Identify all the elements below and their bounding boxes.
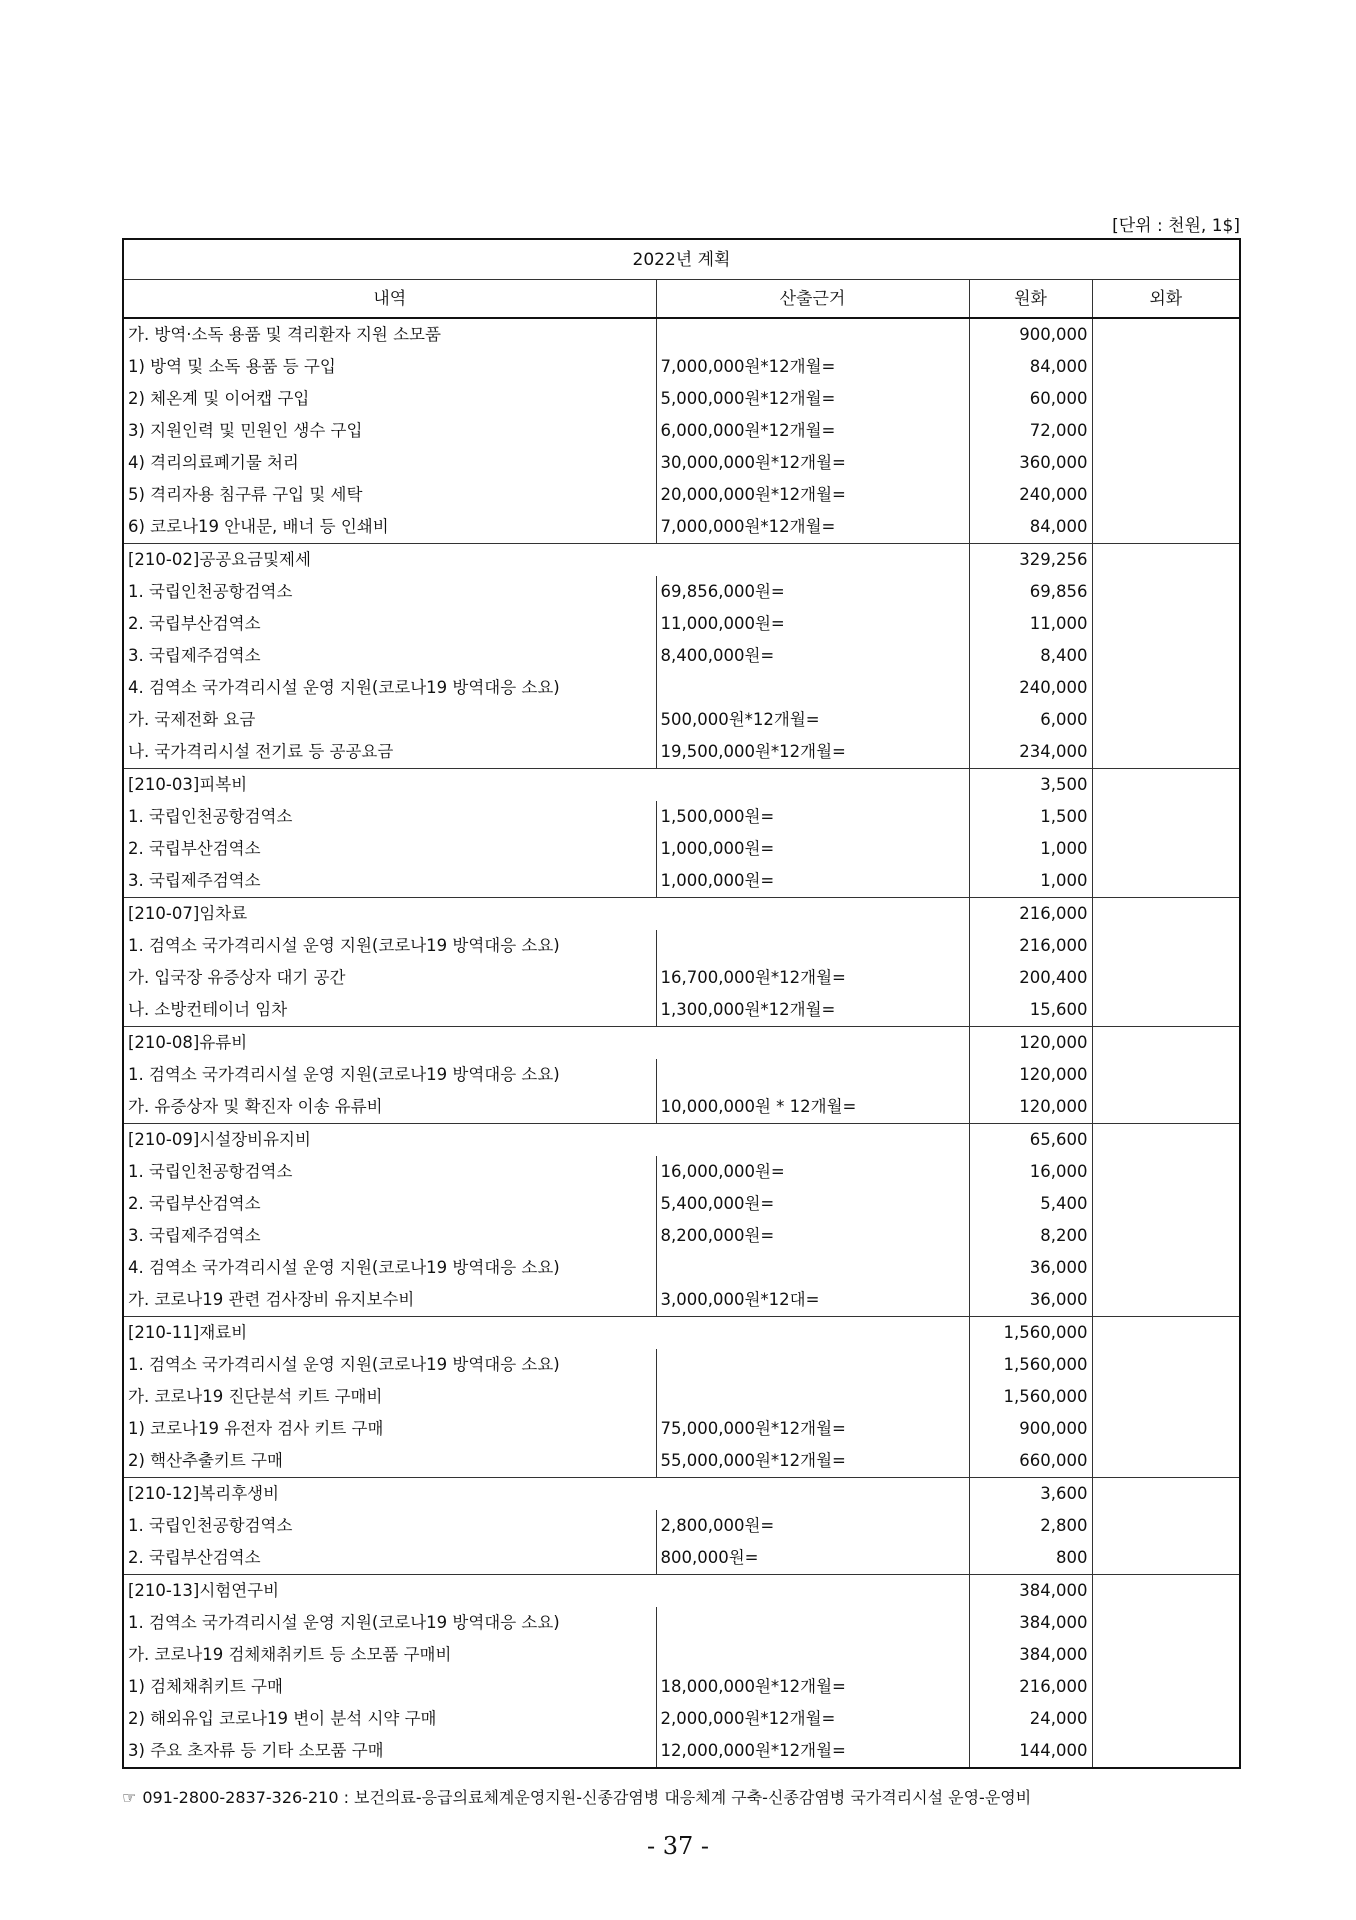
krw-amount: 2,800 — [969, 1510, 1092, 1542]
krw-amount: 8,200 — [969, 1220, 1092, 1252]
krw-amount: 5,400 — [969, 1188, 1092, 1220]
item-description: 2) 해외유입 코로나19 변이 분석 시약 구매 — [123, 1703, 656, 1735]
item-description: 1. 검역소 국가격리시설 운영 지원(코로나19 방역대응 소요) — [123, 1349, 656, 1381]
section-label: [210-09]시설장비유지비 — [123, 1124, 969, 1157]
foreign-amount — [1092, 1575, 1240, 1608]
item-description: 6) 코로나19 안내문, 배너 등 인쇄비 — [123, 511, 656, 544]
foreign-amount — [1092, 1220, 1240, 1252]
foreign-amount — [1092, 1156, 1240, 1188]
krw-amount: 16,000 — [969, 1156, 1092, 1188]
footnote — [122, 1785, 1031, 1808]
foreign-amount — [1092, 704, 1240, 736]
item-description: 3) 지원인력 및 민원인 생수 구입 — [123, 415, 656, 447]
item-description: 1. 국립인천공항검역소 — [123, 801, 656, 833]
foreign-amount — [1092, 1510, 1240, 1542]
item-description: 4. 검역소 국가격리시설 운영 지원(코로나19 방역대응 소요) — [123, 1252, 656, 1284]
item-description: 1. 국립인천공항검역소 — [123, 1510, 656, 1542]
table-row — [123, 1381, 1240, 1413]
foreign-amount — [1092, 1478, 1240, 1511]
calculation-basis: 11,000,000원= — [656, 608, 969, 640]
foreign-amount — [1092, 672, 1240, 704]
krw-amount: 1,560,000 — [969, 1349, 1092, 1381]
krw-amount: 660,000 — [969, 1445, 1092, 1478]
calculation-basis: 5,400,000원= — [656, 1188, 969, 1220]
item-description: 1. 국립인천공항검역소 — [123, 1156, 656, 1188]
krw-amount: 120,000 — [969, 1059, 1092, 1091]
header-description: 내역 — [123, 280, 656, 319]
krw-amount: 900,000 — [969, 318, 1092, 351]
table-row — [123, 1671, 1240, 1703]
section-label: [210-03]피복비 — [123, 769, 969, 802]
krw-amount: 1,560,000 — [969, 1381, 1092, 1413]
calculation-basis — [656, 1381, 969, 1413]
foreign-amount — [1092, 1639, 1240, 1671]
foreign-amount — [1092, 1542, 1240, 1575]
foreign-amount — [1092, 801, 1240, 833]
table-row — [123, 511, 1240, 544]
calculation-basis: 2,800,000원= — [656, 1510, 969, 1542]
foreign-amount — [1092, 1349, 1240, 1381]
foreign-amount — [1092, 479, 1240, 511]
section-row — [123, 1575, 1240, 1608]
foreign-amount — [1092, 1735, 1240, 1768]
table-row — [123, 962, 1240, 994]
krw-amount: 900,000 — [969, 1413, 1092, 1445]
item-description: 3. 국립제주검역소 — [123, 1220, 656, 1252]
krw-amount: 15,600 — [969, 994, 1092, 1027]
foreign-amount — [1092, 1317, 1240, 1350]
item-description: 4. 검역소 국가격리시설 운영 지원(코로나19 방역대응 소요) — [123, 672, 656, 704]
foreign-amount — [1092, 898, 1240, 931]
table-row — [123, 383, 1240, 415]
krw-amount: 120,000 — [969, 1091, 1092, 1124]
calculation-basis: 1,300,000원*12개월= — [656, 994, 969, 1027]
foreign-amount — [1092, 1284, 1240, 1317]
table-row — [123, 865, 1240, 898]
table-row — [123, 1059, 1240, 1091]
item-description: 가. 코로나19 진단분석 키트 구매비 — [123, 1381, 656, 1413]
plan-title: 2022년 계획 — [123, 239, 1240, 280]
calculation-basis — [656, 1349, 969, 1381]
item-description: 2. 국립부산검역소 — [123, 833, 656, 865]
foreign-amount — [1092, 1445, 1240, 1478]
item-description: 3) 주요 초자류 등 기타 소모품 구매 — [123, 1735, 656, 1768]
foreign-amount — [1092, 736, 1240, 769]
krw-amount: 24,000 — [969, 1703, 1092, 1735]
item-description: 1. 검역소 국가격리시설 운영 지원(코로나19 방역대응 소요) — [123, 930, 656, 962]
calculation-basis — [656, 672, 969, 704]
calculation-basis: 5,000,000원*12개월= — [656, 383, 969, 415]
foreign-amount — [1092, 962, 1240, 994]
section-row — [123, 1317, 1240, 1350]
foreign-amount — [1092, 1607, 1240, 1639]
table-row — [123, 1445, 1240, 1478]
item-description: 3. 국립제주검역소 — [123, 640, 656, 672]
item-description: 1. 국립인천공항검역소 — [123, 576, 656, 608]
item-description: 1) 코로나19 유전자 검사 키트 구매 — [123, 1413, 656, 1445]
header-foreign: 외화 — [1092, 280, 1240, 319]
krw-amount: 3,600 — [969, 1478, 1092, 1511]
foreign-amount — [1092, 1091, 1240, 1124]
foreign-amount — [1092, 865, 1240, 898]
calculation-basis: 8,200,000원= — [656, 1220, 969, 1252]
calculation-basis: 55,000,000원*12개월= — [656, 1445, 969, 1478]
calculation-basis: 7,000,000원*12개월= — [656, 351, 969, 383]
section-row — [123, 898, 1240, 931]
krw-amount: 360,000 — [969, 447, 1092, 479]
calculation-basis: 2,000,000원*12개월= — [656, 1703, 969, 1735]
table-row — [123, 1542, 1240, 1575]
calculation-basis: 75,000,000원*12개월= — [656, 1413, 969, 1445]
item-description: 1) 검체채취키트 구매 — [123, 1671, 656, 1703]
budget-table — [122, 238, 1241, 1769]
table-row — [123, 1156, 1240, 1188]
section-label: [210-07]임차료 — [123, 898, 969, 931]
table-row — [123, 1639, 1240, 1671]
krw-amount: 84,000 — [969, 351, 1092, 383]
krw-amount: 6,000 — [969, 704, 1092, 736]
krw-amount: 11,000 — [969, 608, 1092, 640]
item-description: 가. 유증상자 및 확진자 이송 유류비 — [123, 1091, 656, 1124]
foreign-amount — [1092, 930, 1240, 962]
krw-amount: 69,856 — [969, 576, 1092, 608]
table-row — [123, 1510, 1240, 1542]
foreign-amount — [1092, 511, 1240, 544]
footnote-text: 091-2800-2837-326-210 : 보건의료-응급의료체계운영지원-신종감염병 대응체계 구축-신종감염병 국가격리시설 운영-운영비 — [142, 1788, 1032, 1807]
foreign-amount — [1092, 318, 1240, 351]
krw-amount: 240,000 — [969, 672, 1092, 704]
krw-amount: 1,560,000 — [969, 1317, 1092, 1350]
item-description: 나. 소방컨테이너 임차 — [123, 994, 656, 1027]
krw-amount: 200,400 — [969, 962, 1092, 994]
foreign-amount — [1092, 383, 1240, 415]
section-label: [210-08]유류비 — [123, 1027, 969, 1060]
calculation-basis: 12,000,000원*12개월= — [656, 1735, 969, 1768]
table-row — [123, 318, 1240, 351]
foreign-amount — [1092, 415, 1240, 447]
calculation-basis — [656, 930, 969, 962]
item-description: 1. 검역소 국가격리시설 운영 지원(코로나19 방역대응 소요) — [123, 1059, 656, 1091]
table-row — [123, 1091, 1240, 1124]
calculation-basis — [656, 1639, 969, 1671]
calculation-basis: 16,000,000원= — [656, 1156, 969, 1188]
table-row — [123, 994, 1240, 1027]
krw-amount: 36,000 — [969, 1284, 1092, 1317]
section-label: [210-11]재료비 — [123, 1317, 969, 1350]
table-row — [123, 930, 1240, 962]
calculation-basis: 1,500,000원= — [656, 801, 969, 833]
krw-amount: 384,000 — [969, 1639, 1092, 1671]
foreign-amount — [1092, 544, 1240, 577]
foreign-amount — [1092, 351, 1240, 383]
section-row — [123, 769, 1240, 802]
calculation-basis: 800,000원= — [656, 1542, 969, 1575]
calculation-basis: 3,000,000원*12대= — [656, 1284, 969, 1317]
item-description: 2) 체온계 및 이어캡 구입 — [123, 383, 656, 415]
section-row — [123, 544, 1240, 577]
table-row — [123, 1220, 1240, 1252]
table-row — [123, 608, 1240, 640]
item-description: 2. 국립부산검역소 — [123, 1542, 656, 1575]
table-row — [123, 640, 1240, 672]
section-row — [123, 1478, 1240, 1511]
plan-title-row — [123, 239, 1240, 280]
header-krw: 원화 — [969, 280, 1092, 319]
table-row — [123, 1703, 1240, 1735]
calculation-basis — [656, 1252, 969, 1284]
table-row — [123, 1735, 1240, 1768]
table-row — [123, 736, 1240, 769]
krw-amount: 1,000 — [969, 865, 1092, 898]
krw-amount: 1,500 — [969, 801, 1092, 833]
item-description: 2. 국립부산검역소 — [123, 608, 656, 640]
krw-amount: 216,000 — [969, 930, 1092, 962]
section-label: [210-12]복리후생비 — [123, 1478, 969, 1511]
table-row — [123, 1252, 1240, 1284]
krw-amount: 329,256 — [969, 544, 1092, 577]
krw-amount: 84,000 — [969, 511, 1092, 544]
calculation-basis — [656, 1059, 969, 1091]
calculation-basis: 1,000,000원= — [656, 833, 969, 865]
table-row — [123, 479, 1240, 511]
foreign-amount — [1092, 608, 1240, 640]
table-row — [123, 672, 1240, 704]
table-row — [123, 1284, 1240, 1317]
calculation-basis: 18,000,000원*12개월= — [656, 1671, 969, 1703]
krw-amount: 216,000 — [969, 898, 1092, 931]
item-description: 가. 코로나19 관련 검사장비 유지보수비 — [123, 1284, 656, 1317]
krw-amount: 36,000 — [969, 1252, 1092, 1284]
calculation-basis: 20,000,000원*12개월= — [656, 479, 969, 511]
foreign-amount — [1092, 1413, 1240, 1445]
item-description: 가. 코로나19 검체채취키트 등 소모품 구매비 — [123, 1639, 656, 1671]
krw-amount: 384,000 — [969, 1607, 1092, 1639]
krw-amount: 216,000 — [969, 1671, 1092, 1703]
krw-amount: 65,600 — [969, 1124, 1092, 1157]
foreign-amount — [1092, 1671, 1240, 1703]
calculation-basis: 30,000,000원*12개월= — [656, 447, 969, 479]
krw-amount: 3,500 — [969, 769, 1092, 802]
pointing-hand-icon: ☞ — [122, 1788, 137, 1807]
section-label: [210-13]시험연구비 — [123, 1575, 969, 1608]
foreign-amount — [1092, 1381, 1240, 1413]
item-description: 4) 격리의료폐기물 처리 — [123, 447, 656, 479]
item-description: 가. 입국장 유증상자 대기 공간 — [123, 962, 656, 994]
calculation-basis: 10,000,000원 * 12개월= — [656, 1091, 969, 1124]
item-description: 1) 방역 및 소독 용품 등 구입 — [123, 351, 656, 383]
header-basis: 산출근거 — [656, 280, 969, 319]
section-row — [123, 1027, 1240, 1060]
calculation-basis: 1,000,000원= — [656, 865, 969, 898]
table-row — [123, 704, 1240, 736]
krw-amount: 120,000 — [969, 1027, 1092, 1060]
table-row — [123, 447, 1240, 479]
calculation-basis: 19,500,000원*12개월= — [656, 736, 969, 769]
table-row — [123, 415, 1240, 447]
foreign-amount — [1092, 1188, 1240, 1220]
krw-amount: 240,000 — [969, 479, 1092, 511]
calculation-basis: 16,700,000원*12개월= — [656, 962, 969, 994]
krw-amount: 72,000 — [969, 415, 1092, 447]
calculation-basis: 6,000,000원*12개월= — [656, 415, 969, 447]
section-label: [210-02]공공요금및제세 — [123, 544, 969, 577]
section-row — [123, 1124, 1240, 1157]
krw-amount: 144,000 — [969, 1735, 1092, 1768]
foreign-amount — [1092, 1124, 1240, 1157]
item-description: 나. 국가격리시설 전기료 등 공공요금 — [123, 736, 656, 769]
table-row — [123, 1349, 1240, 1381]
calculation-basis — [656, 318, 969, 351]
table-row — [123, 1188, 1240, 1220]
item-description: 1. 검역소 국가격리시설 운영 지원(코로나19 방역대응 소요) — [123, 1607, 656, 1639]
table-row — [123, 1413, 1240, 1445]
item-description: 2. 국립부산검역소 — [123, 1188, 656, 1220]
table-row — [123, 801, 1240, 833]
krw-amount: 800 — [969, 1542, 1092, 1575]
foreign-amount — [1092, 640, 1240, 672]
item-description: 가. 방역·소독 용품 및 격리환자 지원 소모품 — [123, 318, 656, 351]
foreign-amount — [1092, 1703, 1240, 1735]
table-row — [123, 833, 1240, 865]
krw-amount: 234,000 — [969, 736, 1092, 769]
calculation-basis — [656, 1607, 969, 1639]
krw-amount: 60,000 — [969, 383, 1092, 415]
item-description: 2) 핵산추출키트 구매 — [123, 1445, 656, 1478]
foreign-amount — [1092, 994, 1240, 1027]
item-description: 가. 국제전화 요금 — [123, 704, 656, 736]
foreign-amount — [1092, 833, 1240, 865]
calculation-basis: 69,856,000원= — [656, 576, 969, 608]
table-row — [123, 1607, 1240, 1639]
foreign-amount — [1092, 769, 1240, 802]
item-description: 5) 격리자용 침구류 구입 및 세탁 — [123, 479, 656, 511]
krw-amount: 1,000 — [969, 833, 1092, 865]
krw-amount: 384,000 — [969, 1575, 1092, 1608]
calculation-basis: 7,000,000원*12개월= — [656, 511, 969, 544]
foreign-amount — [1092, 1059, 1240, 1091]
foreign-amount — [1092, 447, 1240, 479]
krw-amount: 8,400 — [969, 640, 1092, 672]
table-row — [123, 351, 1240, 383]
page-number: - 37 - — [646, 1832, 709, 1860]
item-description: 3. 국립제주검역소 — [123, 865, 656, 898]
unit-label: [단위 : 천원, 1$] — [1112, 216, 1240, 236]
foreign-amount — [1092, 576, 1240, 608]
calculation-basis: 500,000원*12개월= — [656, 704, 969, 736]
calculation-basis: 8,400,000원= — [656, 640, 969, 672]
table-row — [123, 576, 1240, 608]
foreign-amount — [1092, 1027, 1240, 1060]
header-row — [123, 280, 1240, 319]
foreign-amount — [1092, 1252, 1240, 1284]
